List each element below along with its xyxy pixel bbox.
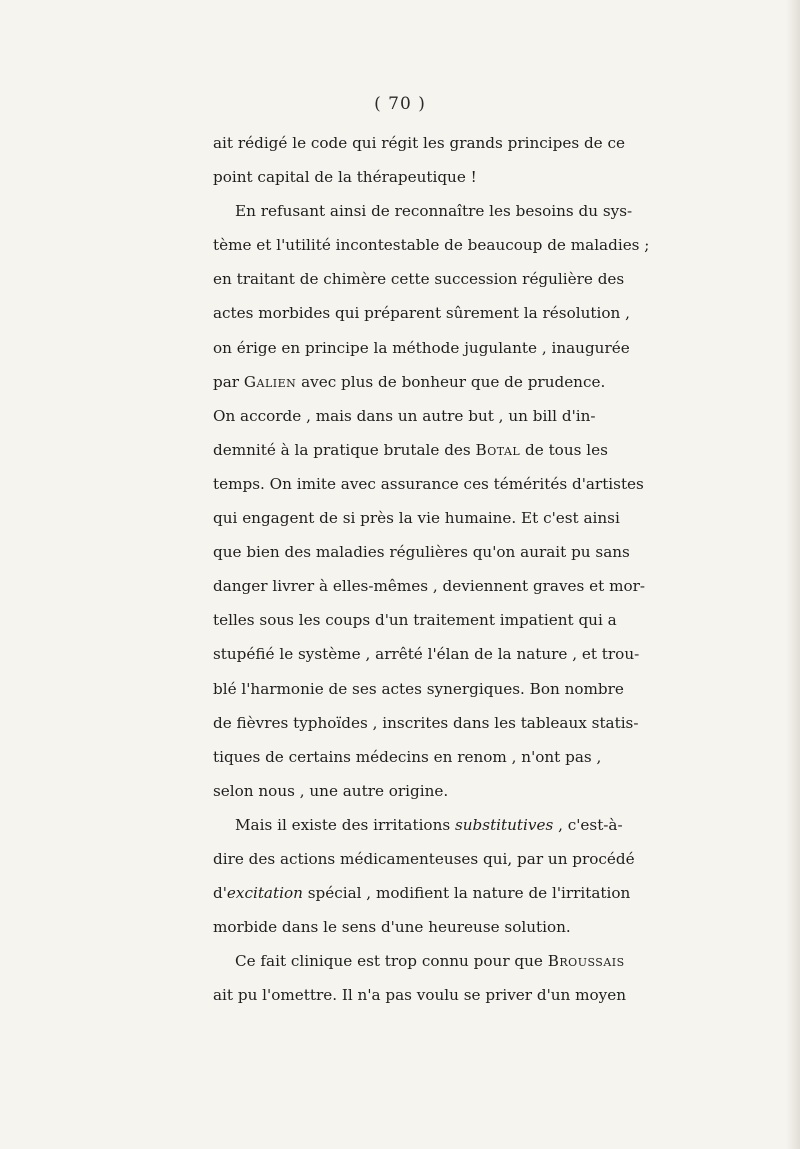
text-segment: que bien des maladies régulières qu'on aurait pu sans xyxy=(213,543,630,562)
text-segment: on érige en principe la méthode jugulante , inaugurée xyxy=(213,338,630,357)
text-segment: ait rédigé le code qui régit les grands principes de ce xyxy=(213,134,625,152)
text-segment: Mais il existe des irritations xyxy=(235,815,455,834)
text-line xyxy=(213,296,630,330)
text-line xyxy=(213,774,583,808)
text-line xyxy=(213,603,617,637)
text-segment: de fièvres typhoïdes , inscrites dans les tableaux statis- xyxy=(213,713,639,732)
author-name: Botal xyxy=(475,440,521,459)
text-line xyxy=(213,637,640,671)
text-line xyxy=(213,331,630,365)
text-line xyxy=(213,910,583,944)
text-line xyxy=(213,978,627,1012)
text-segment: de tous les xyxy=(520,440,608,459)
text-line xyxy=(213,535,630,569)
text-segment: En refusant ainsi de reconnaître les besoins du sys- xyxy=(235,202,633,221)
author-name: Broussais xyxy=(547,952,625,971)
text-segment: demnité à la pratique brutale des xyxy=(213,440,476,459)
text-segment: Ce fait clinique est trop connu pour que xyxy=(235,952,548,971)
text-segment: spécial , modifient la nature de l'irritation xyxy=(302,884,631,903)
text-segment: tiques de certains médecins en renom , n'ont pas , xyxy=(213,747,602,766)
body-text xyxy=(213,126,650,1012)
text-segment: telles sous les coups d'un traitement impatient qui a xyxy=(213,611,617,630)
text-line xyxy=(213,501,620,535)
text-line xyxy=(213,672,624,706)
text-line xyxy=(213,740,602,774)
text-segment: blé l'harmonie de ses actes synergiques. Bon nombre xyxy=(213,679,624,698)
text-line xyxy=(213,569,646,603)
text-segment: tème et l'utilité incontestable de beaucoup de maladies ; xyxy=(213,236,650,255)
text-line xyxy=(213,365,606,399)
text-segment: avec plus de bonheur que de prudence. xyxy=(296,372,606,391)
text-line xyxy=(213,876,631,910)
text-segment: , c'est-à- xyxy=(553,815,623,834)
text-line xyxy=(213,194,633,228)
text-segment: danger livrer à elles-mêmes , deviennent graves et mor- xyxy=(213,577,646,596)
text-line xyxy=(213,808,623,842)
text-segment: d' xyxy=(213,884,227,903)
text-segment: On accorde , mais dans un autre but , un bill d'in- xyxy=(213,406,596,425)
text-line xyxy=(213,467,644,501)
page-edge-shadow xyxy=(786,0,800,1149)
text-segment: en traitant de chimère cette succession régulière des xyxy=(213,270,625,289)
text-segment: actes morbides qui préparent sûrement la résolution , xyxy=(213,304,630,323)
text-line xyxy=(213,160,583,194)
text-segment: temps. On imite avec assurance ces témérités d'artistes xyxy=(213,474,644,493)
text-segment: selon nous , une autre origine. xyxy=(213,781,449,800)
text-segment: point capital de la thérapeutique ! xyxy=(213,168,477,187)
text-segment: dire des actions médicamenteuses qui, par un procédé xyxy=(213,849,635,868)
emphasis-text: substitutives xyxy=(454,815,554,834)
text-line xyxy=(213,126,625,160)
text-line xyxy=(213,228,650,262)
text-line xyxy=(213,842,635,876)
text-line xyxy=(213,399,596,433)
emphasis-text: excitation xyxy=(226,884,303,903)
text-segment: qui engagent de si près la vie humaine. Et c'est ainsi xyxy=(213,509,620,528)
text-line xyxy=(213,262,625,296)
text-line xyxy=(213,433,608,467)
text-segment: par xyxy=(213,372,244,391)
text-line xyxy=(213,944,625,978)
text-line xyxy=(213,706,639,740)
text-segment: ait pu l'omettre. Il n'a pas voulu se priver d'un moyen xyxy=(213,986,627,1005)
text-segment: morbide dans le sens d'une heureuse solution. xyxy=(213,918,571,937)
author-name: Galien xyxy=(243,372,297,391)
page-number: ( 70 ) xyxy=(374,94,426,114)
text-segment: stupéfié le système , arrêté l'élan de la nature , et trou- xyxy=(213,645,640,664)
